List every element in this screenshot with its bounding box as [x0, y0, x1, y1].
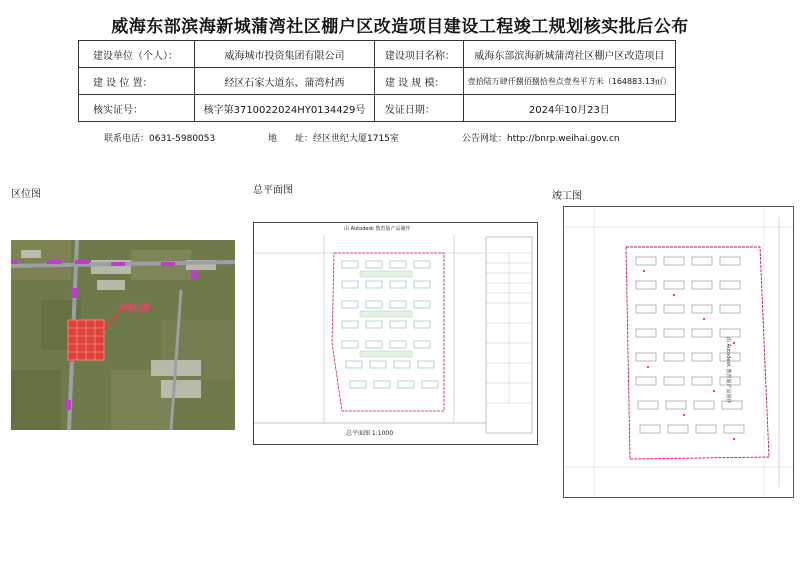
contact-website[interactable]: 公告网址：http://bnrp.weihai.gov.cn — [462, 134, 620, 144]
location-label: 建 设 位 置： — [79, 68, 195, 95]
contact-phone: 联系电话：0631-5980053 — [104, 134, 216, 144]
scale-value: 壹拾陆万肆仟捌佰捌拾叁点壹叁平方米（164883.13㎡） — [463, 68, 675, 95]
site-plan-drawing — [253, 222, 538, 445]
issue-date-value: 2024年10月23日 — [463, 95, 675, 122]
cert-no-value: 核字第3710022024HY0134429号 — [195, 95, 375, 122]
site-plan-label: 总平面图 — [253, 185, 293, 196]
completion-map-watermark: 由 Autodesk 教育版产品制作 — [725, 337, 731, 404]
project-name-label: 建设项目名称： — [374, 41, 463, 68]
info-row-3 — [79, 95, 676, 122]
scale-label: 建 设 规 模： — [374, 68, 463, 95]
cert-no-label: 核实证号： — [79, 95, 195, 122]
site-plan-watermark: 由 Autodesk 教育版产品制作 — [344, 226, 411, 232]
location-value: 经区石家大道东、蒲湾村西 — [195, 68, 375, 95]
builder-label: 建设单位（个人）： — [79, 41, 195, 68]
issue-date-label: 发证日期： — [374, 95, 463, 122]
site-plan-caption: 总平面图 1:1000 — [346, 430, 394, 437]
page-title: 威海东部滨海新城蒲湾社区棚户区改造项目建设工程竣工规划核实批后公布 — [111, 17, 689, 37]
location-map-image — [11, 240, 235, 430]
contact-address: 地 址：经区世纪大厦1715室 — [268, 134, 399, 144]
project-name-value: 威海东部滨海新城蒲湾社区棚户区改造项目 — [463, 41, 675, 68]
project-location-marker-label: 本案位置 — [118, 303, 150, 312]
location-map-label: 区位图 — [11, 189, 41, 200]
info-row-1 — [79, 41, 676, 68]
completion-map-drawing — [563, 206, 794, 498]
info-row-2 — [79, 68, 676, 95]
builder-value: 威海城市投资集团有限公司 — [195, 41, 375, 68]
info-table — [78, 40, 676, 122]
completion-map-label: 竣工图 — [552, 191, 582, 202]
